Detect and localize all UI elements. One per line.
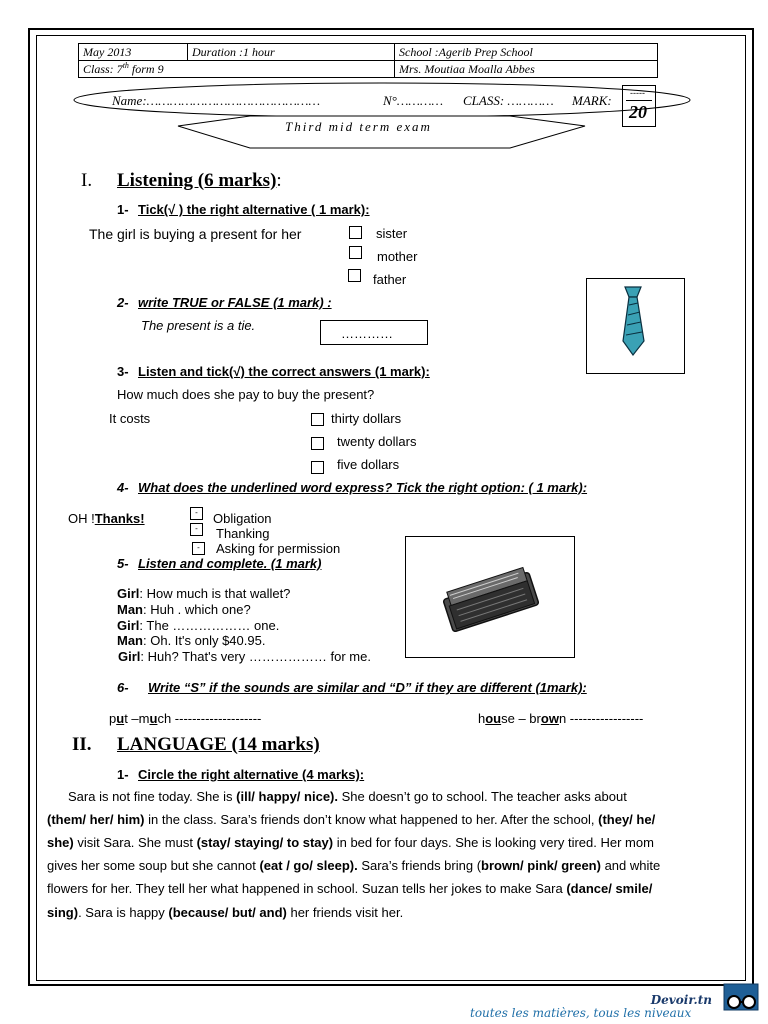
- q1-checkbox-mother[interactable]: [349, 246, 362, 259]
- dialogue-line: Girl: The ……………… one.: [117, 618, 280, 633]
- q3-option-thirty: thirty dollars: [331, 411, 402, 426]
- mark-fraction-line: [626, 100, 652, 101]
- q2-number: 2-: [117, 295, 129, 310]
- mark-total: 20: [629, 102, 647, 122]
- q4-option-asking: Asking for permission: [216, 541, 341, 556]
- dialogue-line: Girl: How much is that wallet?: [117, 586, 291, 601]
- paragraph-line: sing). Sara is happy (because/ but/ and) her friends visit her.: [47, 905, 404, 920]
- q5-instruction: Listen and complete. (1 mark): [138, 556, 322, 571]
- q4-checkbox-asking[interactable]: -: [192, 542, 205, 555]
- q1-option-mother: mother: [377, 249, 418, 264]
- wallet-image-frame: [405, 536, 575, 658]
- q3-checkbox-five[interactable]: [311, 461, 324, 474]
- section2-title: LANGUAGE (14 marks): [117, 734, 320, 755]
- s2-q1-instruction: Circle the right alternative (4 marks):: [138, 767, 365, 782]
- school-name: School :Agerib Prep School: [395, 44, 658, 61]
- q4-number: 4-: [117, 480, 129, 495]
- wallet-icon: [406, 537, 574, 657]
- q3-question: How much does she pay to buy the present?: [117, 387, 375, 402]
- devoir-brand[interactable]: Devoir.tn: [650, 993, 712, 1007]
- q3-instruction: Listen and tick(√) the correct answers (1 mark):: [138, 364, 430, 379]
- q3-option-five: five dollars: [337, 457, 400, 472]
- q2-instruction: write TRUE or FALSE (1 mark) :: [138, 295, 332, 310]
- exam-duration: Duration :1 hour: [188, 44, 395, 61]
- header-table: [78, 43, 658, 78]
- q1-checkbox-father[interactable]: [348, 269, 361, 282]
- q4-stem: OH !Thanks!: [68, 511, 145, 526]
- q6-instruction: Write “S” if the sounds are similar and “D” if they are different (1mark):: [148, 680, 587, 695]
- q2-stem: The present is a tie.: [141, 318, 256, 333]
- dialogue-line: Girl: Huh? That's very ……………… for me.: [118, 649, 371, 664]
- q3-option-twenty: twenty dollars: [337, 434, 417, 449]
- q1-number: 1-: [117, 202, 129, 217]
- name-banner-graphic: [70, 80, 695, 152]
- q2-answer-placeholder: …………: [341, 326, 393, 341]
- paragraph-line: flowers for her. They tell her what happened in school. Suzan tells her jokes to make Sara (dance/ smile/: [47, 881, 653, 896]
- q5-number: 5-: [117, 556, 129, 571]
- paragraph-line: (them/ her/ him) in the class. Sara’s friends don’t know what happened to her. After the school, (they/ he/: [47, 812, 656, 827]
- exam-date: May 2013: [79, 44, 188, 61]
- devoir-logo-icon: [722, 980, 762, 1018]
- q1-stem: The girl is buying a present for her: [89, 226, 302, 242]
- q1-option-father: father: [373, 272, 407, 287]
- q4-checkbox-obligation[interactable]: -: [190, 507, 203, 520]
- mark-label: MARK:: [572, 93, 612, 108]
- q4-option-obligation: Obligation: [213, 511, 272, 526]
- q4-option-thanking: Thanking: [216, 526, 270, 541]
- paragraph-line: she) visit Sara. She must (stay/ staying/ to stay) in bed for four days. She is looking very tired. Her mom: [47, 835, 654, 850]
- q1-instruction: Tick(√ ) the right alternative ( 1 mark):: [138, 202, 370, 217]
- tie-image-frame: [586, 278, 685, 374]
- section1-number: I.: [81, 170, 93, 191]
- q3-checkbox-twenty[interactable]: [311, 437, 324, 450]
- dialogue-line: Man: Oh. It's only $40.95.: [117, 633, 266, 648]
- q4-checkbox-thanking[interactable]: -: [190, 523, 203, 536]
- q2-answer-box[interactable]: [320, 320, 428, 345]
- class-info: Class: 7th form 9: [79, 61, 395, 78]
- q3-number: 3-: [117, 364, 129, 379]
- q4-instruction: What does the underlined word express? Tick the right option: ( 1 mark):: [138, 480, 588, 495]
- section2-number: II.: [72, 734, 92, 755]
- devoir-tagline: toutes les matières, tous les niveaux: [470, 1006, 692, 1020]
- q1-checkbox-sister[interactable]: [349, 226, 362, 239]
- exam-title: Third mid term exam: [285, 119, 432, 134]
- tie-icon: [587, 279, 684, 373]
- q3-stem: It costs: [109, 411, 151, 426]
- q3-checkbox-thirty[interactable]: [311, 413, 324, 426]
- q6-number: 6-: [117, 680, 129, 695]
- teacher-name: Mrs. Moutiaa Moalla Abbes: [395, 61, 658, 78]
- name-field[interactable]: Name:………………………………………: [112, 93, 321, 108]
- q1-option-sister: sister: [376, 226, 408, 241]
- mark-box[interactable]: [622, 85, 656, 127]
- paragraph-line: Sara is not fine today. She is (ill/ happy/ nice). She doesn’t go to school. The teacher asks about: [68, 789, 627, 804]
- q6-pair-house-brown: house – brown -----------------: [478, 711, 644, 726]
- number-field[interactable]: N°…………: [383, 93, 444, 108]
- paragraph-line: gives her some soup but she cannot (eat / go/ sleep). Sara’s friends bring (brown/ pink/ green) and white: [47, 858, 661, 873]
- section1-title: Listening (6 marks):: [117, 170, 282, 191]
- class-field[interactable]: CLASS: …………: [463, 93, 554, 108]
- q6-pair-put-much: put –much --------------------: [109, 711, 262, 726]
- dialogue-line: Man: Huh . which one?: [117, 602, 251, 617]
- s2-q1-number: 1-: [117, 767, 129, 782]
- mark-dashes: -----: [630, 88, 645, 98]
